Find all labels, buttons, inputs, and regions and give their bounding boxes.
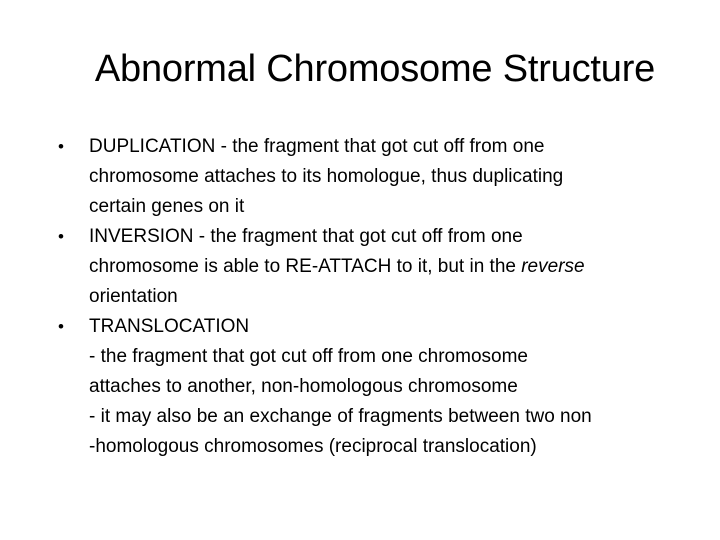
bullet-line-text: chromosome is able to RE-ATTACH to it, but in the [89,256,522,277]
bullet-icon: • [58,137,64,156]
slide-title: Abnormal Chromosome Structure [94,48,656,90]
sub-line: - the fragment that got cut off from one chromosome [89,346,528,367]
sub-line: - it may also be an exchange of fragments between two non [89,406,592,427]
bullet-line [89,252,690,282]
bullet-translocation [58,312,690,462]
bullet-duplication [58,132,690,222]
bullet-heading: TRANSLOCATION [89,316,250,337]
bullet-line: INVERSION - the fragment that got cut off from one [89,226,523,247]
bullet-icon: • [58,317,64,336]
bullet-line: orientation [89,286,178,307]
slide-body [58,132,690,462]
bullet-inversion [58,222,690,312]
bullet-icon: • [58,227,64,246]
sub-line: -homologous chromosomes (reciprocal translocation) [89,436,537,457]
bullet-line: chromosome attaches to its homologue, thus duplicating [89,166,564,187]
sub-line: attaches to another, non-homologous chromosome [89,376,518,397]
emphasis-reverse: reverse [521,256,585,277]
bullet-line: certain genes on it [89,196,245,217]
bullet-line: DUPLICATION - the fragment that got cut off from one [89,136,545,157]
